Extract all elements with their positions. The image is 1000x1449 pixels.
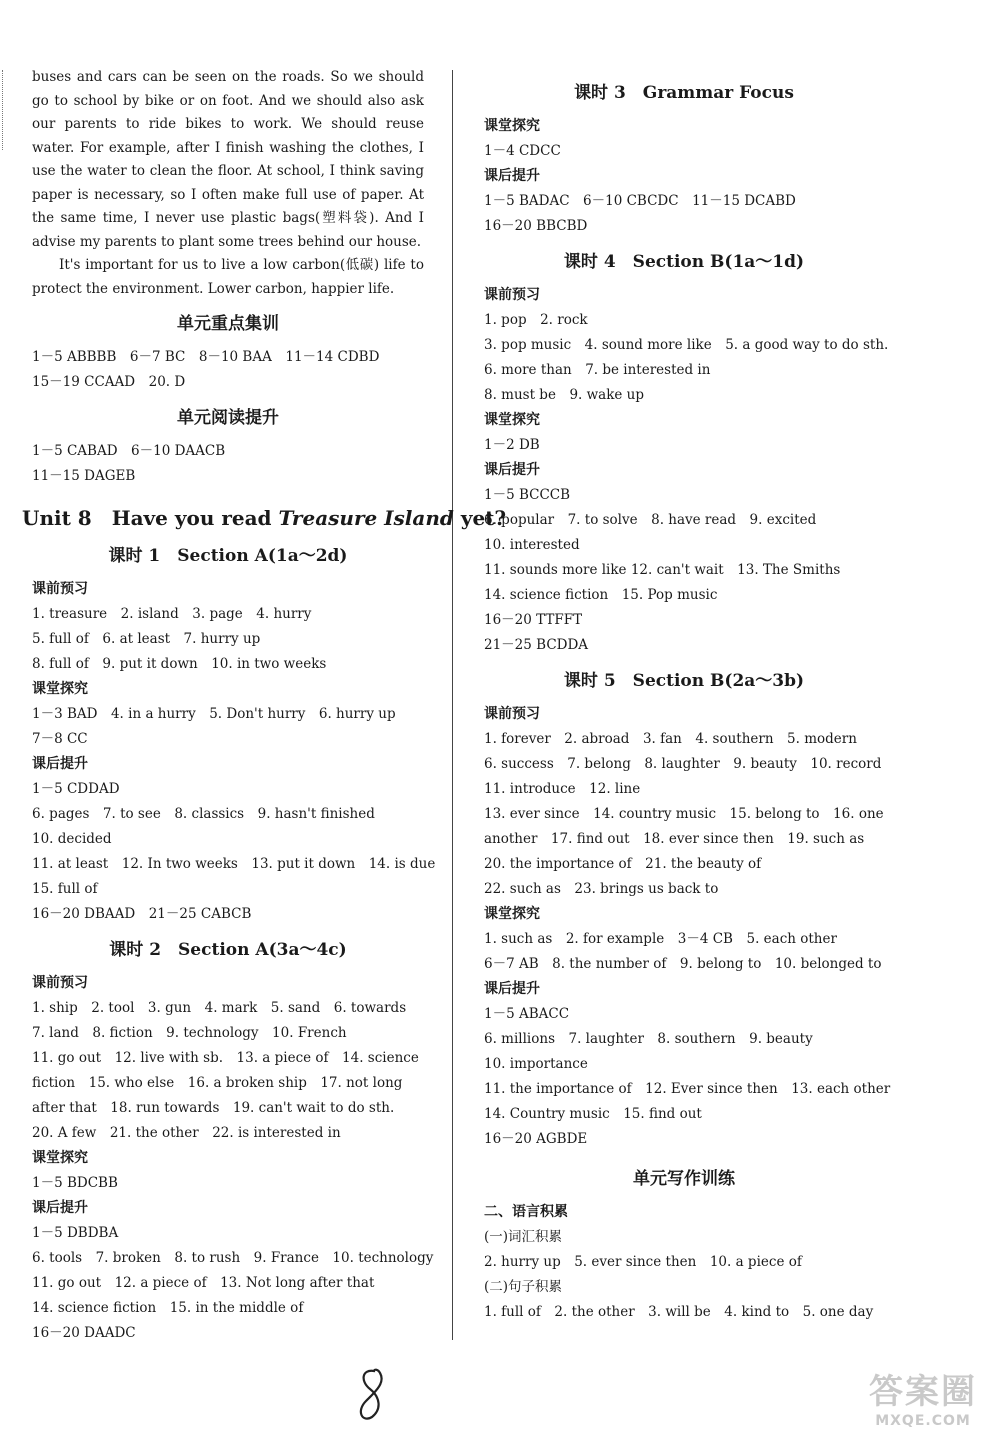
unit-reading-title: 单元阅读提升 xyxy=(177,408,279,428)
watermark-text: 答案圈 xyxy=(869,1372,977,1412)
column-divider xyxy=(452,70,453,1340)
answer-line: 1. treasure 2. island 3. page 4. hurry xyxy=(32,606,312,622)
unit-writing xyxy=(484,1166,884,1325)
answer-line: 22. such as 23. brings us back to xyxy=(484,881,719,897)
answer-line: 1－5 BDCBB xyxy=(32,1175,118,1191)
lesson-title: 课时 5 Section B(2a～3b) xyxy=(563,671,805,691)
answer-line: 10. importance xyxy=(484,1056,588,1072)
answer-line: 15－19 CCAAD 20. D xyxy=(32,374,186,390)
answer-line: 16－20 AGBDE xyxy=(484,1131,588,1147)
answer-line: 16－20 TTFFT xyxy=(484,612,583,628)
unit-heading-suffix: yet? xyxy=(453,506,507,530)
answer-line: 1－5 BCCCB xyxy=(484,487,571,503)
answer-line: 1－4 CDCC xyxy=(484,143,561,159)
unit-writing-title: 单元写作训练 xyxy=(633,1169,735,1189)
answer-line: 13. ever since 14. country music 15. belong to 16. one xyxy=(484,806,884,822)
answer-line: 1. such as 2. for example 3－4 CB 5. each other xyxy=(484,931,837,947)
answer-line: 11. the importance of 12. Ever since then 13. each other xyxy=(484,1081,891,1097)
binding-margin-mark xyxy=(2,70,3,150)
answer-line: 1－5 DBDBA xyxy=(32,1225,119,1241)
watermark-url: MXQE.COM xyxy=(875,1413,971,1429)
subsection-label: 课后提升 xyxy=(484,981,540,997)
answer-line: 6. pages 7. to see 8. classics 9. hasn't finished xyxy=(32,806,375,822)
answer-line: 16－20 DAADC xyxy=(32,1325,136,1341)
answer-line: 8. full of 9. put it down 10. in two weeks xyxy=(32,656,327,672)
answer-line: 1－5 ABACC xyxy=(484,1006,570,1022)
answer-line: 11－15 DAGEB xyxy=(32,468,136,484)
subsection-label-vocab: (一)词汇积累 xyxy=(484,1229,563,1245)
page-number xyxy=(352,1365,392,1425)
answer-line: 6－7 AB 8. the number of 9. belong to 10. belonged to xyxy=(484,956,882,972)
answer-line: 2. hurry up 5. ever since then 10. a piece of xyxy=(484,1254,802,1270)
subsection-label: 课堂探究 xyxy=(484,412,540,428)
answer-line: 14. science fiction 15. Pop music xyxy=(484,587,718,603)
lesson-title: 课时 3 Grammar Focus xyxy=(574,83,794,103)
unit-heading-book-title: Treasure Island xyxy=(278,506,454,530)
answer-line: 11. at least 12. In two weeks 13. put it down 14. is due xyxy=(32,856,436,872)
answer-line: 1. full of 2. the other 3. will be 4. kind to 5. one day xyxy=(484,1304,874,1320)
essay-paragraph-2: It's important for us to live a low carbon(低碳) life to protect the environment. Lower carbon, happier life. xyxy=(32,257,424,297)
subsection-label: 课前预习 xyxy=(32,975,88,991)
answer-line: 11. go out 12. a piece of 13. Not long after that xyxy=(32,1275,375,1291)
subsection-label: 课后提升 xyxy=(32,756,88,772)
right-column xyxy=(484,66,891,1325)
answer-line: 16－20 DBAAD 21－25 CABCB xyxy=(32,906,252,922)
answer-line: 14. Country music 15. find out xyxy=(484,1106,702,1122)
lesson-title: 课时 4 Section B(1a～1d) xyxy=(563,252,805,272)
unit-heading xyxy=(22,503,507,533)
subsection-label: 课前预习 xyxy=(484,287,540,303)
answer-line: 20. A few 21. the other 22. is interested in xyxy=(32,1125,341,1141)
answer-line: 16－20 BBCBD xyxy=(484,218,588,234)
answer-line: 21－25 BCDDA xyxy=(484,637,589,653)
answer-line: 1－5 CABAD 6－10 DAACB xyxy=(32,443,226,459)
subsection-label: 课堂探究 xyxy=(32,681,88,697)
subsection-label: 二、语言积累 xyxy=(484,1204,568,1220)
subsection-label: 课前预习 xyxy=(484,706,540,722)
subsection-label: 课前预习 xyxy=(32,581,88,597)
subsection-label: 课后提升 xyxy=(484,168,540,184)
answer-line: 1. ship 2. tool 3. gun 4. mark 5. sand 6. towards xyxy=(32,1000,407,1016)
lesson-title: 课时 2 Section A(3a～4c) xyxy=(109,940,347,960)
answer-line: 1－5 CDDAD xyxy=(32,781,120,797)
answer-line: 6. popular 7. to solve 8. have read 9. excited xyxy=(484,512,817,528)
lesson-5 xyxy=(484,668,891,1152)
answer-line: 15. full of xyxy=(32,881,98,897)
answer-line: another 17. find out 18. ever since then 19. such as xyxy=(484,831,865,847)
answer-line: 11. sounds more like 12. can't wait 13. The Smiths xyxy=(484,562,841,578)
answer-line: fiction 15. who else 16. a broken ship 17. not long xyxy=(32,1075,403,1091)
answer-line: 6. success 7. belong 8. laughter 9. beauty 10. record xyxy=(484,756,882,772)
watermark-logo xyxy=(858,1371,988,1441)
answer-line: 11. introduce 12. line xyxy=(484,781,641,797)
unit-review-answers xyxy=(32,345,424,395)
unit-heading-prefix: Unit 8 Have you read xyxy=(22,506,279,530)
lesson-3 xyxy=(484,80,884,239)
answer-line: 11. go out 12. live with sb. 13. a piece of 14. science xyxy=(32,1050,419,1066)
subsection-label: 课后提升 xyxy=(32,1200,88,1216)
essay-paragraph-1: buses and cars can be seen on the roads. So we should go to school by bike or on foot. And we should also ask our parents to ride bikes to work. We should reuse water. For example, after I finish washing the clothes, I use the water to clean the floor. At school, I think saving paper is necessary, so I often make full use of paper. At the same time, I never use plastic bags(塑料袋). And I advise my parents to plant some trees behind our house. xyxy=(32,69,424,250)
answer-line: 6. millions 7. laughter 8. southern 9. beauty xyxy=(484,1031,813,1047)
answer-line: 1. forever 2. abroad 3. fan 4. southern 5. modern xyxy=(484,731,857,747)
answer-line: 14. science fiction 15. in the middle of xyxy=(32,1300,304,1316)
subsection-label: 课堂探究 xyxy=(484,118,540,134)
answer-line: 10. interested xyxy=(484,537,580,553)
answer-line: 1－5 BADAC 6－10 CBCDC 11－15 DCABD xyxy=(484,193,796,209)
answer-line: 1－5 ABBBB 6－7 BC 8－10 BAA 11－14 CDBD xyxy=(32,349,380,365)
answer-line: 1－2 DB xyxy=(484,437,540,453)
answer-line: 6. more than 7. be interested in xyxy=(484,362,711,378)
unit-review-title: 单元重点集训 xyxy=(177,314,279,334)
answer-line: 10. decided xyxy=(32,831,112,847)
answer-line: after that 18. run towards 19. can't wait to do sth. xyxy=(32,1100,395,1116)
lesson-1 xyxy=(32,543,436,927)
answer-line: 1－3 BAD 4. in a hurry 5. Don't hurry 6. hurry up xyxy=(32,706,396,722)
answer-line: 1. pop 2. rock xyxy=(484,312,588,328)
handwritten-page-number-icon xyxy=(352,1365,392,1425)
answer-line: 3. pop music 4. sound more like 5. a good way to do sth. xyxy=(484,337,889,353)
answer-line: 7－8 CC xyxy=(32,731,88,747)
answer-line: 5. full of 6. at least 7. hurry up xyxy=(32,631,261,647)
lesson-title: 课时 1 Section A(1a～2d) xyxy=(108,546,348,566)
answer-line: 8. must be 9. wake up xyxy=(484,387,645,403)
answer-line: 20. the importance of 21. the beauty of xyxy=(484,856,762,872)
subsection-label-sentences: (二)句子积累 xyxy=(484,1279,563,1295)
subsection-label: 课堂探究 xyxy=(484,906,540,922)
lesson-2 xyxy=(32,937,434,1346)
subsection-label: 课后提升 xyxy=(484,462,540,478)
unit-reading-answers xyxy=(32,439,424,489)
answer-line: 7. land 8. fiction 9. technology 10. French xyxy=(32,1025,347,1041)
subsection-label: 课堂探究 xyxy=(32,1150,88,1166)
lesson-4 xyxy=(484,249,889,658)
left-column xyxy=(22,66,507,1346)
answer-line: 6. tools 7. broken 8. to rush 9. France 10. technology xyxy=(32,1250,434,1266)
